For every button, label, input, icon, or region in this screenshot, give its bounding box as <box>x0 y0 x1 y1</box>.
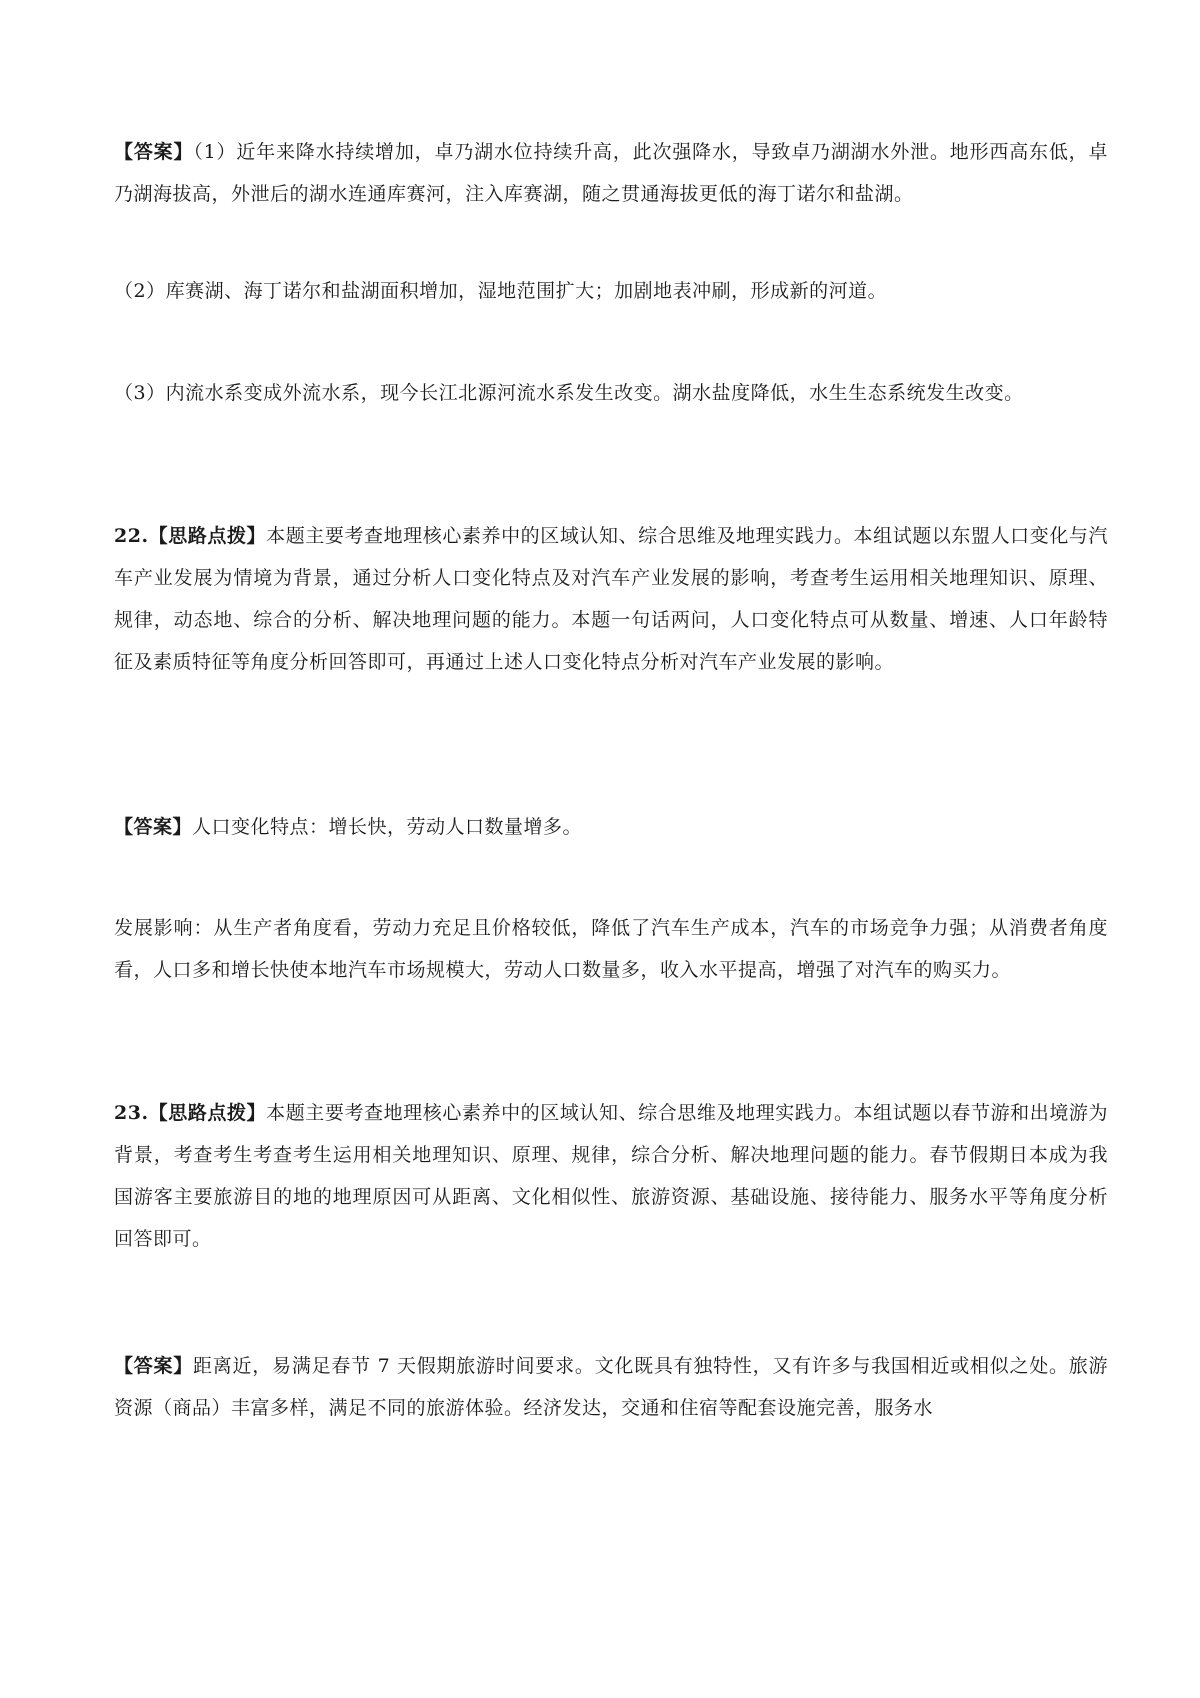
hint-label: 23.【思路点拨】 <box>114 1102 267 1124</box>
hint-text: 本题主要考查地理核心素养中的区域认知、综合思维及地理实践力。本组试题以春节游和出境游为背景，考查考生考查考生运用相关地理知识、原理、规律，综合分析、解决地理问题的能力。春节假期日本成为我国游客主要旅游目的地的地理原因可从距离、文化相似性、旅游资源、基础设施、接待能力、服务水平等角度分析回答即可。 <box>114 1102 1108 1250</box>
answer-label: 【答案】 <box>114 1355 194 1377</box>
hint-text: 本题主要考查地理核心素养中的区域认知、综合思维及地理实践力。本组试题以东盟人口变化与汽车产业发展为情境为背景，通过分析人口变化特点及对汽车产业发展的影响，考查考生运用相关地理知识、原理、规律，动态地、综合的分析、解决地理问题的能力。本题一句话两问，人口变化特点可从数量、增速、人口年龄特征及素质特征等角度分析回答即可，再通过上述人口变化特点分析对汽车产业发展的影响。 <box>114 525 1108 673</box>
answer-21-part3 <box>114 372 1108 414</box>
hint-23 <box>114 1092 1108 1260</box>
answer-text: （2）库赛湖、海丁诺尔和盐湖面积增加，湿地范围扩大；加剧地表冲刷，形成新的河道。 <box>114 280 888 302</box>
answer-text: （1）近年来降水持续增加，卓乃湖水位持续升高，此次强降水，导致卓乃湖湖水外泄。地形西高东低，卓乃湖海拔高，外泄后的湖水连通库赛河，注入库赛湖，随之贯通海拔更低的海丁诺尔和盐湖。 <box>114 141 1108 205</box>
answer-text: 发展影响：从生产者角度看，劳动力充足且价格较低，降低了汽车生产成本，汽车的市场竞争力强；从消费者角度看，人口多和增长快使本地汽车市场规模大，劳动人口数量多，收入水平提高，增强了对汽车的购买力。 <box>114 917 1108 981</box>
answer-text: 距离近，易满足春节 7 天假期旅游时间要求。文化既具有独特性，又有许多与我国相近或相似之处。旅游资源（商品）丰富多样，满足不同的旅游体验。经济发达，交通和住宿等配套设施完善，服务水 <box>114 1355 1108 1419</box>
answer-23 <box>114 1345 1108 1429</box>
hint-22 <box>114 515 1108 683</box>
answer-21-part1 <box>114 131 1108 215</box>
answer-text: 人口变化特点：增长快，劳动人口数量增多。 <box>192 816 583 838</box>
answer-22-part2 <box>114 907 1108 991</box>
answer-label: 【答案】 <box>114 141 194 163</box>
answer-text: （3）内流水系变成外流水系，现今长江北源河流水系发生改变。湖水盐度降低，水生生态系统发生改变。 <box>114 382 1024 404</box>
answer-label: 【答案】 <box>114 816 193 838</box>
answer-21-part2 <box>114 270 1108 312</box>
hint-label: 22.【思路点拨】 <box>114 525 267 547</box>
answer-22-part1 <box>114 806 1108 848</box>
